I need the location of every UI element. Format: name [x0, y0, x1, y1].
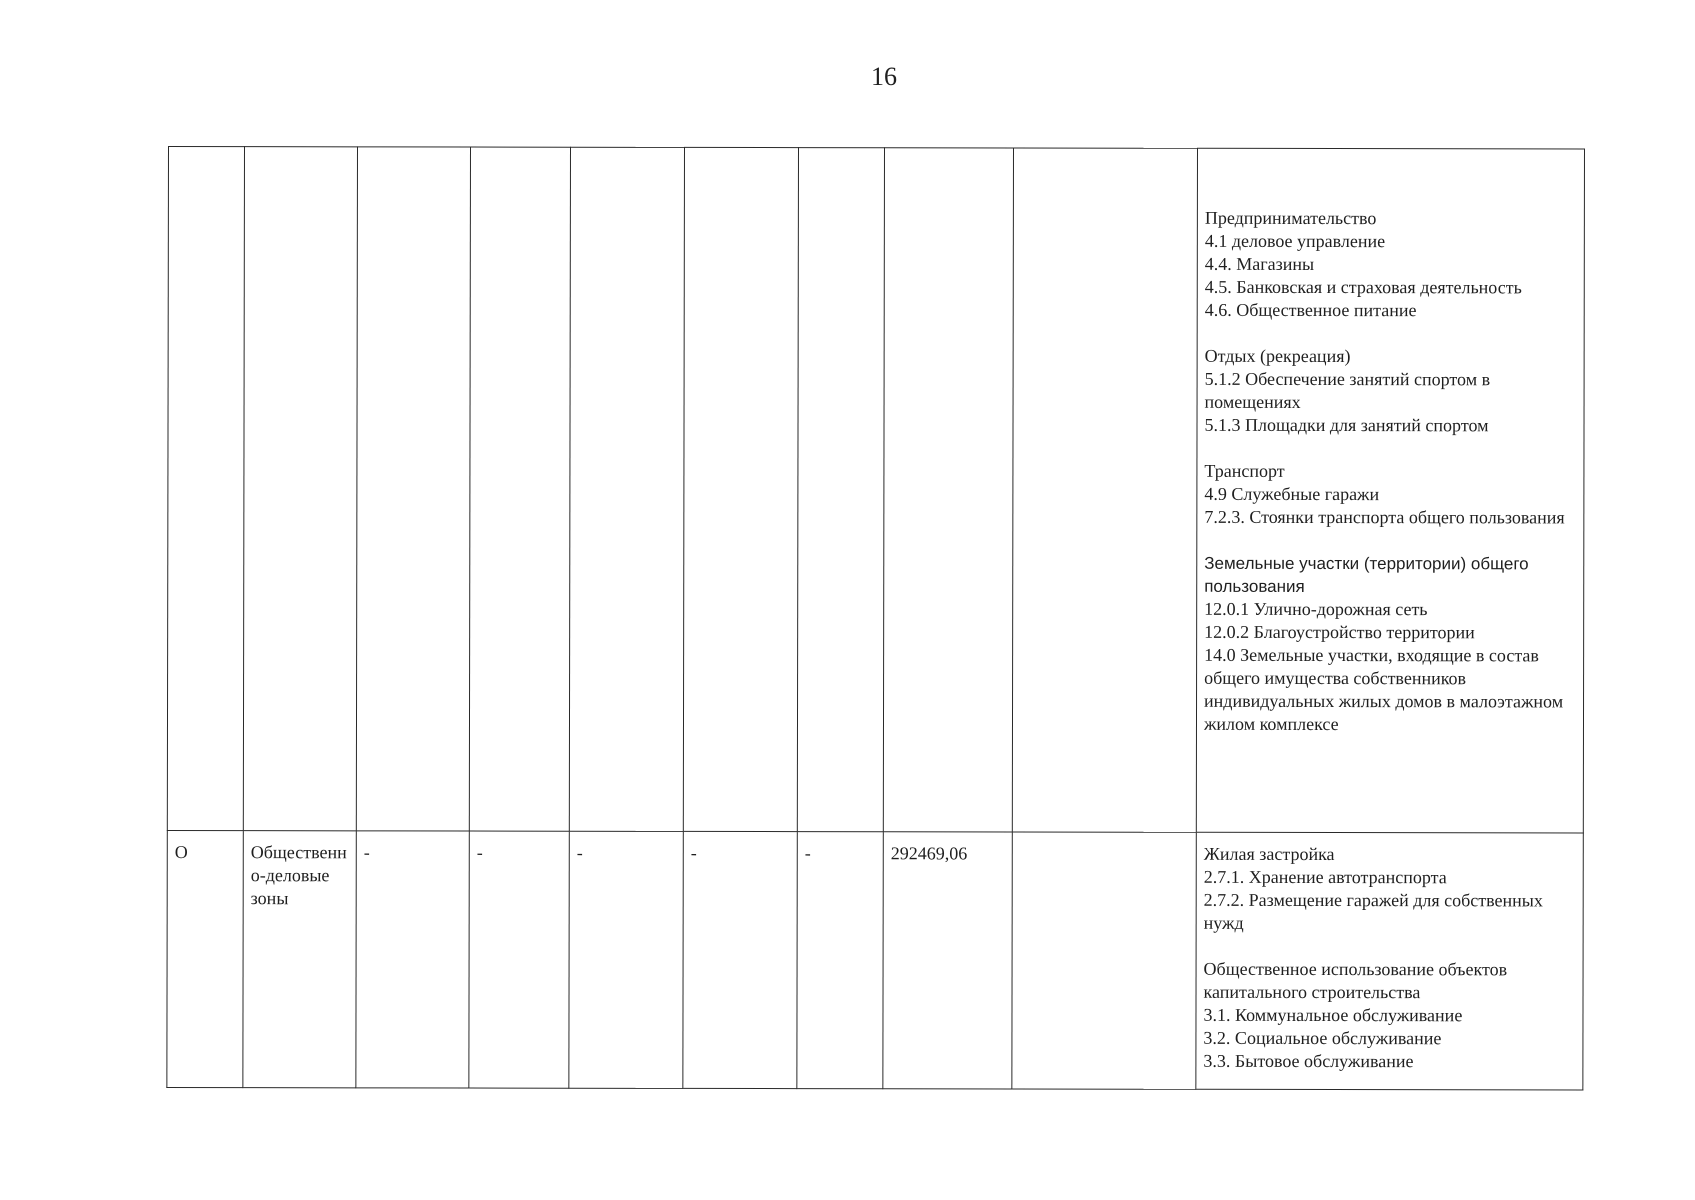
use-group: [1204, 460, 1576, 530]
use-item: 2.7.1. Хранение автотранспорта: [1203, 866, 1447, 888]
cell-empty: [356, 147, 470, 831]
use-group-title: Земельные участки (территории) общего пользования: [1204, 553, 1529, 596]
cell-empty: [243, 147, 357, 831]
use-item: 3.3. Бытовое обслуживание: [1203, 1050, 1414, 1072]
table-row-continued: [167, 147, 1584, 833]
use-item: 3.2. Социальное обслуживание: [1203, 1027, 1442, 1049]
dash-cell: -: [797, 832, 883, 1089]
cell-empty: [1012, 832, 1196, 1089]
use-item: 4.4. Магазины: [1204, 253, 1315, 275]
cell-empty: [167, 147, 244, 831]
use-item: 3.1. Коммунальное обслуживание: [1203, 1004, 1463, 1026]
cell-empty: [883, 148, 1013, 832]
permitted-uses-cell: [1196, 148, 1584, 833]
cell-empty: [683, 147, 798, 831]
use-group: [1204, 552, 1576, 737]
page-number: 16: [871, 62, 897, 91]
zone-code-cell: О: [167, 830, 243, 1087]
cell-empty: [569, 147, 684, 831]
use-item: 12.0.2 Благоустройство территории: [1204, 621, 1475, 643]
use-item: 7.2.3. Стоянки транспорта общего пользования: [1204, 506, 1565, 528]
use-item: 4.6. Общественное питание: [1204, 299, 1417, 321]
dash-cell: -: [469, 831, 569, 1088]
use-group-title: Предпринимательство: [1204, 207, 1377, 229]
use-group-title: Жилая застройка: [1203, 843, 1335, 865]
dash-cell: -: [683, 831, 797, 1088]
use-group: [1205, 207, 1577, 323]
use-group: [1204, 843, 1576, 936]
use-item: 4.9 Служебные гаражи: [1204, 483, 1380, 505]
use-item: 12.0.1 Улично-дорожная сеть: [1204, 598, 1428, 620]
use-group: [1203, 958, 1575, 1074]
use-group: [1204, 345, 1576, 438]
cell-empty: [1012, 148, 1197, 832]
use-item: 2.7.2. Размещение гаражей для собственных нужд: [1203, 889, 1543, 933]
dash-cell: -: [569, 831, 683, 1088]
use-item: 5.1.2 Обеспечение занятий спортом в помещениях: [1204, 368, 1491, 412]
use-item: 4.5. Банковская и страховая деятельность: [1204, 276, 1522, 298]
zone-name-cell: Общественно-деловые зоны: [243, 831, 356, 1088]
cell-empty: [797, 148, 884, 832]
cell-empty: [469, 147, 570, 831]
use-item: 4.1 деловое управление: [1204, 230, 1386, 252]
dash-cell: -: [356, 831, 469, 1088]
zone-area-cell: 292469,06: [883, 832, 1012, 1089]
use-group-title: Отдых (рекреация): [1204, 345, 1351, 367]
use-item: 5.1.3 Площадки для занятий спортом: [1204, 414, 1489, 436]
use-item: 14.0 Земельные участки, входящие в состав общего имущества собственников индивидуальных жилых домов в малоэтажном жилом комплексе: [1203, 644, 1564, 735]
use-group-title: Общественное использование объектов капитального строительства: [1203, 958, 1508, 1003]
table-row-zone: [167, 830, 1583, 1089]
zones-table: [166, 146, 1585, 1090]
use-group-title: Транспорт: [1204, 460, 1285, 481]
permitted-uses-cell: [1196, 832, 1583, 1090]
